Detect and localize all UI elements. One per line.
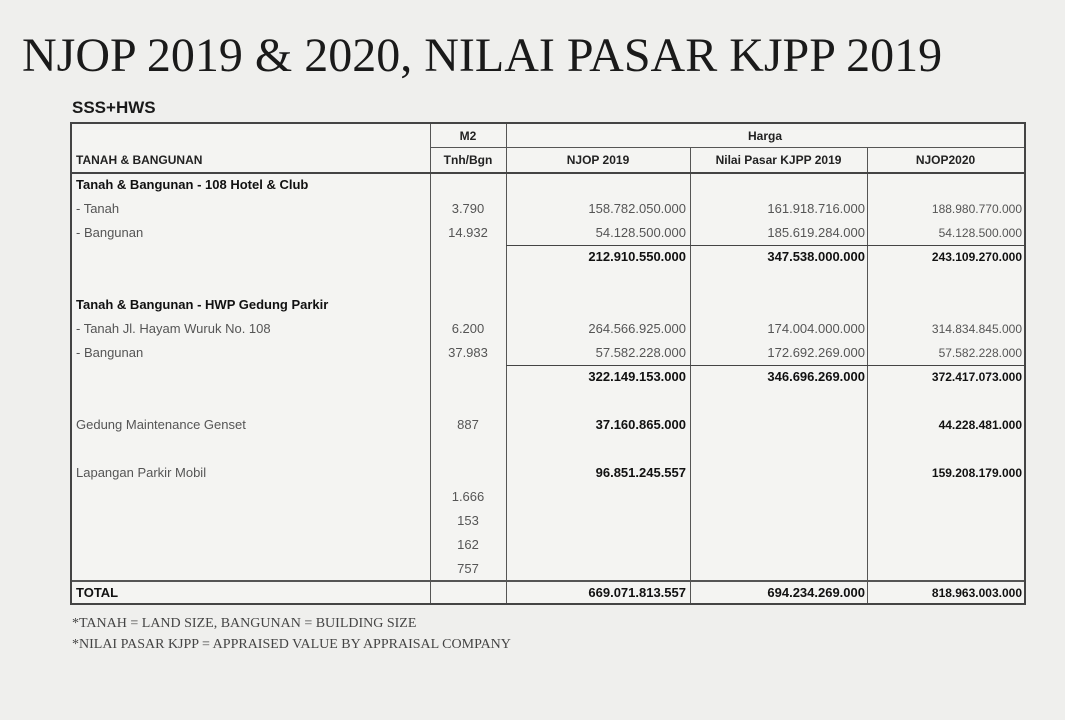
header-m2: M2 (459, 129, 477, 143)
item-row (72, 341, 1024, 365)
header-divider (430, 147, 506, 148)
header-m2-sub: Tnh/Bgn (443, 153, 493, 167)
njop-2020-cell: 818.963.003.000 (931, 586, 1022, 600)
row-label: Tanah & Bangunan - HWP Gedung Parkir (76, 297, 329, 312)
item-row (72, 197, 1024, 221)
njop-2019-cell: 54.128.500.000 (595, 225, 686, 240)
njop-2019-cell: 96.851.245.557 (595, 465, 686, 480)
item-row (72, 557, 1024, 581)
row-label: Gedung Maintenance Genset (76, 417, 246, 432)
single-row (72, 413, 1024, 437)
njop-2020-cell: 57.582.228.000 (938, 346, 1022, 360)
subtotal-row (72, 245, 1024, 269)
njop-2019-cell: 37.160.865.000 (595, 417, 686, 432)
valuation-table (70, 122, 1026, 605)
item-row (72, 485, 1024, 509)
row-label: - Tanah Jl. Hayam Wuruk No. 108 (76, 321, 271, 336)
njop-2020-cell: 188.980.770.000 (931, 202, 1022, 216)
spacer-row (72, 269, 1024, 293)
kjpp-2019-cell: 185.619.284.000 (767, 225, 865, 240)
header-njop-2020: NJOP2020 (915, 153, 976, 167)
kjpp-2019-cell: 346.696.269.000 (767, 369, 865, 384)
footnote: *TANAH = LAND SIZE, BANGUNAN = BUILDING SIZE (72, 616, 417, 631)
kjpp-2019-cell: 161.918.716.000 (767, 201, 865, 216)
m2-cell: 3.790 (451, 201, 485, 216)
item-row (72, 317, 1024, 341)
item-row (72, 221, 1024, 245)
m2-cell: 153 (457, 513, 479, 528)
page-title: NJOP 2019 & 2020, NILAI PASAR KJPP 2019 (22, 29, 943, 82)
njop-2020-cell: 159.208.179.000 (931, 466, 1022, 480)
row-label: TOTAL (76, 585, 119, 600)
footnote: *NILAI PASAR KJPP = APPRAISED VALUE BY APPRAISAL COMPANY (72, 637, 511, 652)
m2-cell: 162 (457, 537, 479, 552)
header-divider (506, 147, 1024, 148)
m2-cell: 14.932 (448, 225, 488, 240)
njop-2019-cell: 322.149.153.000 (588, 369, 686, 384)
item-row (72, 509, 1024, 533)
njop-2020-cell: 44.228.481.000 (938, 418, 1022, 432)
njop-2019-cell: 57.582.228.000 (595, 345, 686, 360)
single-row (72, 461, 1024, 485)
row-label: - Tanah (76, 201, 120, 216)
kjpp-2019-cell: 172.692.269.000 (767, 345, 865, 360)
njop-2020-cell: 314.834.845.000 (931, 322, 1022, 336)
m2-cell: 887 (457, 417, 479, 432)
header-harga: Harga (747, 129, 782, 143)
njop-2019-cell: 158.782.050.000 (588, 201, 686, 216)
subtotal-row (72, 365, 1024, 389)
njop-2019-cell: 669.071.813.557 (588, 585, 686, 600)
header-kjpp-2019: Nilai Pasar KJPP 2019 (715, 153, 842, 167)
m2-cell: 37.983 (448, 345, 488, 360)
section-row (72, 173, 1024, 197)
kjpp-2019-cell: 174.004.000.000 (767, 321, 865, 336)
njop-2019-cell: 212.910.550.000 (588, 249, 686, 264)
row-label: Tanah & Bangunan - 108 Hotel & Club (76, 177, 309, 192)
kjpp-2019-cell: 347.538.000.000 (767, 249, 865, 264)
header-njop-2019: NJOP 2019 (566, 153, 630, 167)
section-row (72, 293, 1024, 317)
row-label: Lapangan Parkir Mobil (76, 465, 207, 480)
spacer-row (72, 437, 1024, 461)
m2-cell: 757 (457, 561, 479, 576)
item-row (72, 533, 1024, 557)
m2-cell: 1.666 (451, 489, 485, 504)
header-tanah-bangunan: TANAH & BANGUNAN (76, 153, 203, 167)
njop-2019-cell: 264.566.925.000 (588, 321, 686, 336)
row-label: - Bangunan (76, 225, 144, 240)
njop-2020-cell: 243.109.270.000 (931, 250, 1022, 264)
row-label: - Bangunan (76, 345, 144, 360)
njop-2020-cell: 54.128.500.000 (938, 226, 1022, 240)
spacer-row (72, 389, 1024, 413)
njop-2020-cell: 372.417.073.000 (931, 370, 1022, 384)
total-row (72, 581, 1024, 605)
kjpp-2019-cell: 694.234.269.000 (767, 585, 865, 600)
m2-cell: 6.200 (451, 321, 485, 336)
table-subtitle: SSS+HWS (72, 98, 156, 117)
